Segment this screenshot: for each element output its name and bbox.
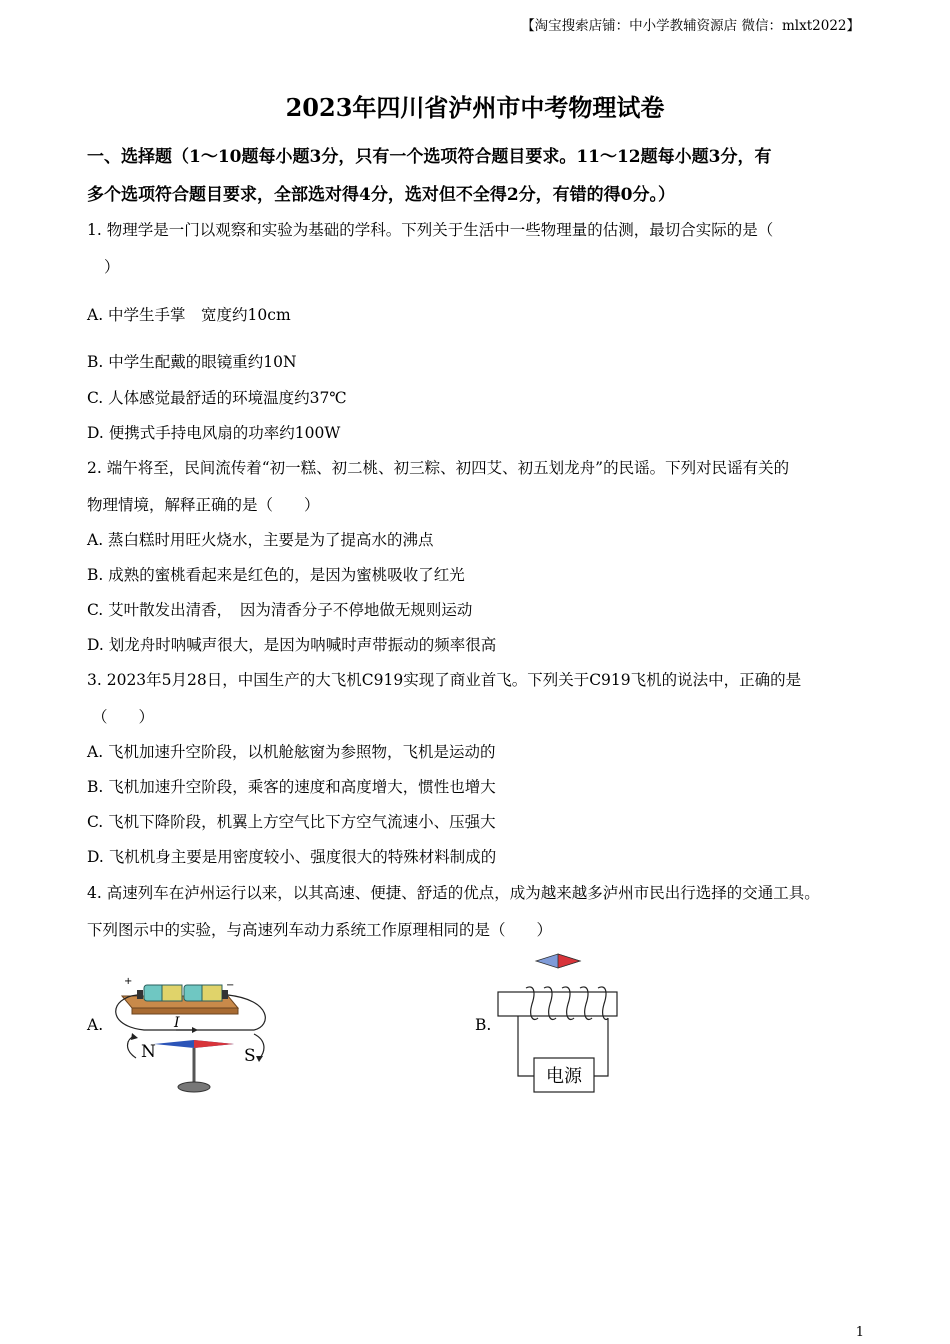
- q2-stem: 2. 端午将至，民间流传着“初一糕、初二桃、初三粽、初四艾、初五划龙舟”的民谣。下列对民谣有关的: [87, 459, 790, 477]
- iron-core: [498, 992, 617, 1016]
- q2-option-c: C. 艾叶散发出清香， 因为清香分子不停地做无规则运动: [87, 601, 473, 619]
- q2-option-b: B. 成熟的蜜桃看起来是红色的，是因为蜜桃吸收了红光: [87, 566, 465, 584]
- q3-stem-cont: （ ）: [92, 708, 155, 726]
- section-heading-line1: 一、选择题（1～10题每小题3分，只有一个选项符合题目要求。11～12题每小题3分，有: [87, 147, 772, 167]
- page-number: 1: [855, 1325, 864, 1340]
- q3-option-d: D. 飞机机身主要是用密度较小、强度很大的特殊材料制成的: [87, 848, 497, 866]
- q2-option-a: A. 蒸白糕时用旺火烧水，主要是为了提高水的沸点: [87, 531, 434, 549]
- south-pole-label: S: [244, 1046, 256, 1066]
- paper-title: 2023年四川省泸州市中考物理试卷: [285, 93, 665, 122]
- q4-stem-cont: 下列图示中的实验，与高速列车动力系统工作原理相同的是（ ）: [87, 921, 553, 939]
- q3-option-c: C. 飞机下降阶段，机翼上方空气比下方空气流速小、压强大: [87, 813, 496, 831]
- section-heading-line2: 多个选项符合题目要求，全部选对得4分，选对但不全得2分，有错的得0分。）: [87, 185, 675, 205]
- q1-option-c: C. 人体感觉最舒适的环境温度约37℃: [87, 389, 347, 407]
- shop-header: 【淘宝搜索店铺：中小学教辅资源店 微信：mlxt2022】: [521, 18, 860, 34]
- q3-option-a: A. 飞机加速升空阶段，以机舱舷窗为参照物，飞机是运动的: [87, 743, 496, 761]
- negative-terminal-label: −: [226, 980, 235, 991]
- q1-option-a: A. 中学生手掌 宽度约10cm: [87, 306, 291, 324]
- positive-terminal-label: +: [124, 976, 133, 987]
- q1-stem-cont: ）: [104, 258, 120, 276]
- figure-a-label: A.: [87, 1016, 104, 1034]
- current-label: I: [174, 1015, 180, 1031]
- q2-option-d: D. 划龙舟时呐喊声很大，是因为呐喊时声带振动的频率很高: [87, 636, 497, 654]
- figure-b-label: B.: [475, 1016, 492, 1034]
- q1-stem: 1. 物理学是一门以观察和实验为基础的学科。下列关于生活中一些物理量的估测，最切合实际的是（: [87, 221, 774, 239]
- electromagnet-circuit-figure: [490, 948, 630, 1098]
- north-pole-label: N: [141, 1042, 156, 1062]
- q1-option-b: B. 中学生配戴的眼镜重约10N: [87, 353, 297, 371]
- power-source-label: 电源: [546, 1066, 582, 1087]
- q4-stem: 4. 高速列车在泸州运行以来，以其高速、便捷、舒适的优点，成为越来越多泸州市民出行选择的交通工具。: [87, 884, 820, 902]
- oersted-experiment-figure: [104, 968, 284, 1098]
- q3-option-b: B. 飞机加速升空阶段，乘客的速度和高度增大，惯性也增大: [87, 778, 496, 796]
- q3-stem: 3. 2023年5月28日，中国生产的大飞机C919实现了商业首飞。下列关于C919飞机的说法中，正确的是: [87, 671, 802, 689]
- q1-option-d: D. 便携式手持电风扇的功率约100W: [87, 424, 341, 442]
- q2-stem-cont: 物理情境，解释正确的是（ ）: [87, 496, 320, 514]
